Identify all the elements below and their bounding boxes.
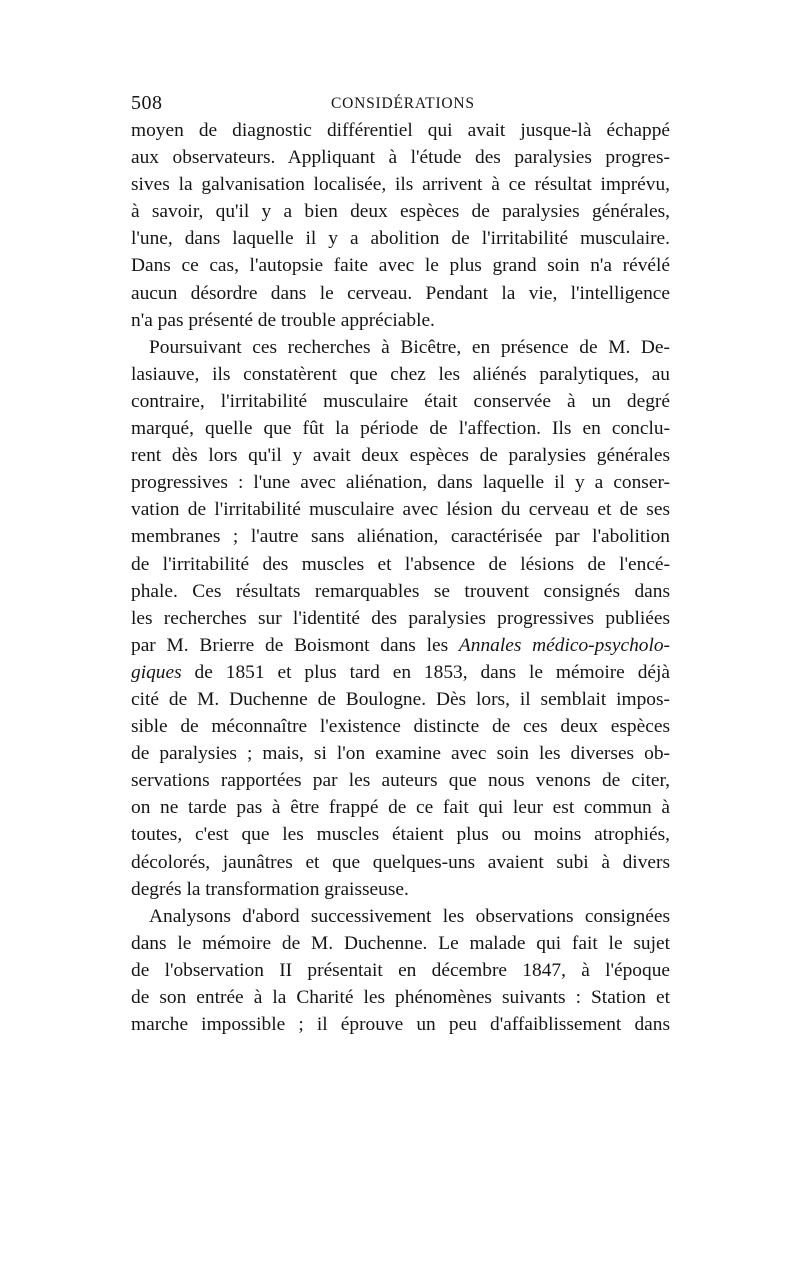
text-line: sives la galvanisation localisée, ils arrivent à ce résultat imprévu,: [131, 174, 670, 196]
text-line: phale. Ces résultats remarquables se trouvent consignés dans: [131, 580, 670, 602]
page-number: 508: [131, 92, 163, 114]
text-line: cité de M. Duchenne de Boulogne. Dès lors, il semblait impos-: [131, 688, 670, 710]
text-line: de paralysies ; mais, si l'on examine avec soin les diverses ob-: [131, 743, 670, 765]
italic-title: Annales médico-psycholo-: [458, 634, 670, 656]
text-line: aux observateurs. Appliquant à l'étude des paralysies progres-: [131, 147, 670, 169]
text-line: degrés la transformation graisseuse.: [131, 878, 409, 900]
text-line: sible de méconnaître l'existence distincte de ces deux espèces: [131, 716, 670, 738]
text-line: servations rapportées par les auteurs que nous venons de citer,: [131, 770, 670, 792]
text-line: marche impossible ; il éprouve un peu d'affaiblissement dans: [131, 1014, 670, 1036]
text-line: lasiauve, ils constatèrent que chez les aliénés paralytiques, au: [131, 363, 670, 385]
text-line: de l'observation II présentait en décembre 1847, à l'époque: [131, 959, 670, 981]
text-line: Poursuivant ces recherches à Bicêtre, en présence de M. De-: [149, 336, 670, 358]
italic-title: giques: [131, 661, 182, 683]
text-line: [131, 659, 670, 686]
text-line: vation de l'irritabilité musculaire avec lésion du cerveau et de ses: [131, 499, 670, 521]
text-line: à savoir, qu'il y a bien deux espèces de paralysies générales,: [131, 201, 670, 223]
text-line: contraire, l'irritabilité musculaire était conservée à un degré: [131, 390, 670, 412]
text-line: les recherches sur l'identité des paralysies progressives publiées: [131, 607, 670, 629]
page-header: [131, 92, 671, 118]
text-line: rent dès lors qu'il y avait deux espèces de paralysies générales: [131, 445, 670, 467]
text-line: membranes ; l'autre sans aliénation, caractérisée par l'abolition: [131, 526, 670, 548]
running-head: CONSIDÉRATIONS: [331, 95, 475, 112]
text-line: Analysons d'abord successivement les observations consignées: [149, 905, 670, 927]
text-line: n'a pas présenté de trouble appréciable.: [131, 309, 435, 331]
text-line: [131, 632, 670, 659]
text-segment: de 1851 et plus tard en 1853, dans le mémoire déjà: [181, 661, 670, 683]
text-line: aucun désordre dans le cerveau. Pendant la vie, l'intelligence: [131, 282, 670, 304]
text-line: progressives : l'une avec aliénation, dans laquelle il y a conser-: [131, 472, 670, 494]
text-line: de l'irritabilité des muscles et l'absence de lésions de l'encé-: [131, 553, 670, 575]
body-text: [131, 117, 670, 1038]
text-line: Dans ce cas, l'autopsie faite avec le plus grand soin n'a révélé: [131, 255, 670, 277]
text-line: l'une, dans laquelle il y a abolition de l'irritabilité musculaire.: [131, 228, 670, 250]
text-line: moyen de diagnostic différentiel qui avait jusque-là échappé: [131, 120, 670, 141]
text-line: marqué, quelle que fût la période de l'affection. Ils en conclu-: [131, 418, 670, 440]
text-line: de son entrée à la Charité les phénomènes suivants : Station et: [131, 987, 670, 1008]
text-line: dans le mémoire de M. Duchenne. Le malade qui fait le sujet: [131, 932, 670, 954]
text-segment: par M. Brierre de Boismont dans les: [131, 634, 459, 656]
text-line: toutes, c'est que les muscles étaient plus ou moins atrophiés,: [131, 824, 670, 846]
text-line: décolorés, jaunâtres et que quelques-uns avaient subi à divers: [131, 851, 670, 873]
text-line: on ne tarde pas à être frappé de ce fait qui leur est commun à: [131, 797, 670, 819]
